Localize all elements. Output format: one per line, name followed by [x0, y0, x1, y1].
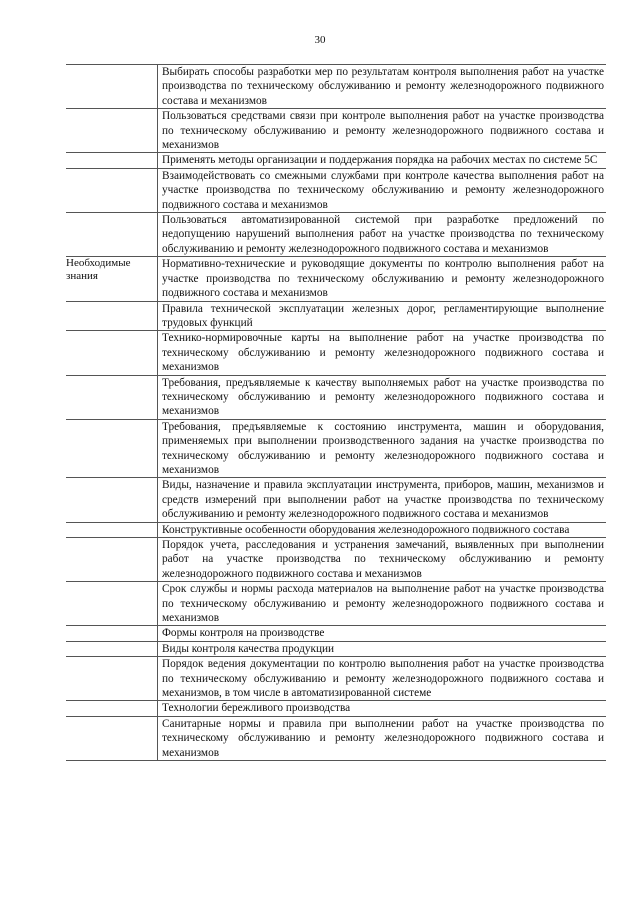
- list-item: Требования, предъявляемые к состоянию инструмента, машин и оборудования, применяемых при выполнении производственного задания на участке производства по техническому обслуживанию и ремонту железнодорожного подвижного состава и механизмов: [162, 420, 604, 476]
- list-item: Порядок учета, расследования и устранения замечаний, выявленных при выполнении работ на участке производства по техническому обслуживанию и ремонту железнодорожного подвижного состава и механизмов: [162, 539, 604, 580]
- list-item: Конструктивные особенности оборудования железнодорожного подвижного состава: [162, 523, 570, 536]
- table-row: [66, 152, 606, 167]
- table-row: [66, 212, 606, 256]
- list-item: Виды, назначение и правила эксплуатации инструмента, приборов, машин, механизмов и средств измерений при выполнении работ на участке производства по техническому обслуживанию и ремонту железнодорожного подвижного состава и механизмов: [162, 479, 604, 521]
- table-row: [66, 656, 606, 700]
- table-row: [66, 301, 606, 331]
- row-label-required-knowledge: Необходимые знания: [66, 257, 158, 300]
- list-item: Порядок ведения документации по контролю выполнения работ на участке производства по техническому обслуживанию и ремонту железнодорожного подвижного состава и механизмов, в том числе в автоматизированной системе: [162, 658, 604, 700]
- table-row: [66, 581, 606, 625]
- table-row: [66, 375, 606, 419]
- requirements-table: [66, 64, 606, 761]
- table-row: [66, 477, 606, 521]
- table-row: [66, 537, 606, 581]
- table-row: [66, 419, 606, 478]
- list-item: Правила технической эксплуатации железных дорог, регламентирующие выполнение трудовых функций: [162, 302, 604, 329]
- list-item: Выбирать способы разработки мер по результатам контроля выполнения работ на участке производства по техническому обслуживанию и ремонту железнодорожного подвижного состава и механизмов: [162, 66, 604, 107]
- table-row: [66, 522, 606, 537]
- page-number: 30: [314, 34, 326, 46]
- table-row: [66, 625, 606, 640]
- list-item: Формы контроля на производстве: [162, 627, 325, 640]
- list-item: Взаимодействовать со смежными службами при контроле качества выполнения работ на участке производства по техническому обслуживанию и ремонту железнодорожного подвижного состава и механизмов: [162, 169, 604, 211]
- table-row: [66, 108, 606, 152]
- table-row: [66, 64, 606, 108]
- list-item: Технологии бережливого производства: [162, 702, 351, 715]
- list-item: Применять методы организации и поддержания порядка на рабочих местах по системе 5С: [162, 154, 598, 167]
- list-item: Срок службы и нормы расхода материалов на выполнение работ на участке производства по техническому обслуживанию и ремонту железнодорожного подвижного состава и механизмов: [162, 583, 604, 625]
- table-row: [66, 641, 606, 656]
- table-row: [66, 716, 606, 761]
- table-row: [66, 700, 606, 715]
- table-row: [66, 256, 606, 300]
- list-item: Пользоваться автоматизированной системой при разработке предложений по недопущению нарушений выполнения работ на участке производства по техническому обслуживанию и ремонту железнодорожного подвижного состава и механизмов: [162, 214, 604, 255]
- list-item: Виды контроля качества продукции: [162, 642, 335, 655]
- list-item: Нормативно-технические и руководящие документы по контролю выполнения работ на участке производства по техническому обслуживанию и ремонту железнодорожного подвижного состава и механизмов: [162, 258, 604, 300]
- row-label: [66, 65, 158, 108]
- list-item: Технико-нормировочные карты на выполнение работ на участке производства по техническому обслуживанию и ремонту железнодорожного подвижного состава и механизмов: [162, 332, 604, 374]
- list-item: Требования, предъявляемые к качеству выполняемых работ на участке производства по техническому обслуживанию и ремонту железнодорожного подвижного состава и механизмов: [162, 376, 604, 418]
- list-item: Санитарные нормы и правила при выполнении работ на участке производства по техническому обслуживанию и ремонту железнодорожного подвижного состава и механизмов: [162, 717, 604, 759]
- row-content: [158, 65, 606, 108]
- list-item: Пользоваться средствами связи при контроле выполнения работ на участке производства по техническому обслуживанию и ремонту железнодорожного подвижного состава и механизмов: [162, 110, 604, 152]
- table-row: [66, 330, 606, 374]
- table-row: [66, 168, 606, 212]
